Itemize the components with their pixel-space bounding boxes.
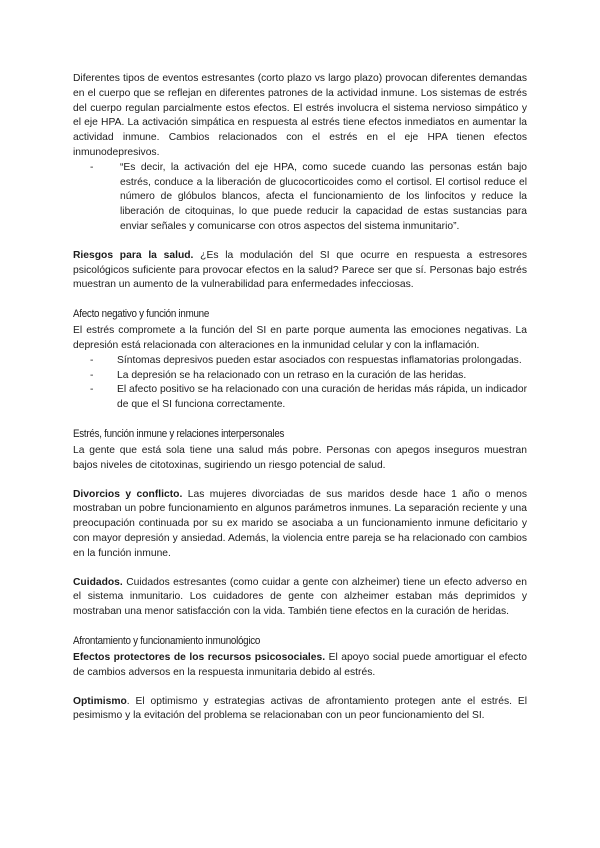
afecto-paragraph: El estrés compromete a la función del SI en parte porque aumenta las emociones negativas. La depresión está relacionada con alteraciones en la inmunidad celular y con la inflamación. (73, 325, 527, 351)
protectores-paragraph (73, 651, 527, 681)
quote-item (73, 161, 527, 235)
list-item (73, 369, 527, 384)
intro-paragraph: Diferentes tipos de eventos estresantes (corto plazo vs largo plazo) provocan diferentes demandas en el cuerpo que se reflejan en diferentes patrones de la actividad inmune. Los sistemas de estrés del cuerpo regulan parcialmente estos efectos. El estrés involucra el sistema nervioso simpático y el eje HPA. La activación simpática en respuesta al estrés tiene efectos inmediatos en aumentar la actividad inmune. Cambios relacionados con el estrés en el eje HPA tienen efectos inmunodepresivos. (73, 73, 527, 158)
estres-relaciones-paragraph: La gente que está sola tiene una salud más pobre. Personas con apegos inseguros muestran bajos niveles de citotoxinas, sugiriendo un riesgo potencial de salud. (73, 444, 527, 471)
section-heading-estres-relaciones: Estrés, función inmune y relaciones interpersonales (73, 427, 285, 440)
divorcios-title: Divorcios y conflicto. (73, 488, 183, 500)
list-item-text: Síntomas depresivos pueden estar asociados con respuestas inflamatorias prolongadas. (117, 354, 522, 366)
bullet-marker: - (90, 161, 94, 173)
list-item-text: El afecto positivo se ha relacionado con una curación de heridas más rápida, un indicador de que el SI funciona correctamente. (117, 384, 527, 411)
divorcios-paragraph (73, 488, 527, 562)
quote-text: “Es decir, la activación del eje HPA, como sucede cuando las personas están bajo estrés, conduce a la liberación de glucocorticoides como el cortisol. El cortisol reduce el número de glóbulos blancos, afecta el funcionamiento de los linfocitos y reduce la liberación de citoquinas, lo que puede reducir la capacidad de estas sustancias para enviar señales y comunicarse con otros aspectos del sistema inmunitario”. (120, 161, 527, 232)
quote-list (73, 161, 527, 235)
riesgos-text: ¿Es la modulación del SI que ocurre en respuesta a estresores psicológicos suficiente para provocar efectos en la salud? Parece ser que sí. Personas bajo estrés muestran un aumento de la vulnerabilidad para enfermedades infecciosas. (73, 249, 527, 291)
section-heading-afecto: Afecto negativo y función inmune (73, 308, 210, 321)
optimismo-text: . El optimismo y estrategias activas de afrontamiento protegen ante el estrés. El pesimismo y la evitación del problema se relacionaban con un peor funcionamiento del SI. (73, 695, 527, 722)
section-heading-afrontamiento: Afrontamiento y funcionamiento inmunológico (73, 634, 261, 647)
bullet-marker: - (90, 384, 94, 396)
riesgos-paragraph (73, 249, 527, 293)
optimismo-paragraph (73, 695, 527, 725)
list-item-text: La depresión se ha relacionado con un retraso en la curación de las heridas. (117, 369, 467, 381)
bullet-marker: - (90, 354, 94, 366)
cuidados-paragraph (73, 576, 527, 620)
list-item (73, 383, 527, 413)
riesgos-title: Riesgos para la salud. (73, 249, 194, 261)
optimismo-title: Optimismo (73, 695, 127, 707)
divorcios-text: Las mujeres divorciadas de sus maridos desde hace 1 año o menos mostraban un pobre funcionamiento en algunos parámetros inmunes. La separación reciente y una preocupación continuada por su ex marido se asociaba a un funcionamiento inmune deficitario y con mayor depresión y ansiedad. Además, la violencia entre pareja se ha relacionado con cambios en la función inmune. (73, 488, 527, 559)
bullet-marker: - (90, 369, 94, 381)
protectores-title: Efectos protectores de los recursos psicosociales. (73, 651, 326, 663)
list-item (73, 354, 527, 369)
afecto-list (73, 354, 527, 413)
cuidados-title: Cuidados. (73, 576, 123, 588)
cuidados-text: Cuidados estresantes (como cuidar a gente con alzheimer) tiene un efecto adverso en el sistema inmunitario. Los cuidadores de gente con alzheimer estaban más deprimidos y mostraban una menor satisfacción con la vida. También tiene efectos en la curación de heridas. (73, 576, 527, 618)
protectores-text: El apoyo social puede amortiguar el efecto de cambios adversos en la respuesta inmunitaria debido al estrés. (73, 651, 527, 678)
